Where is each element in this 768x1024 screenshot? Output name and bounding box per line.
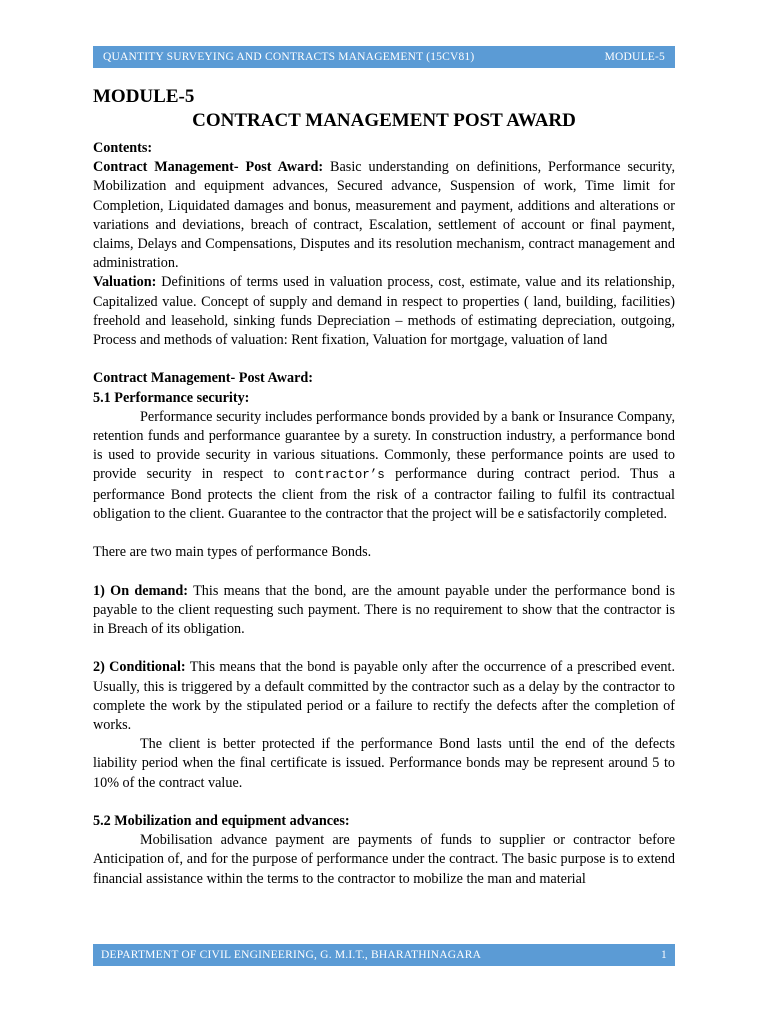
- spacer: [93, 562, 675, 581]
- page-header-band: [93, 46, 675, 68]
- s51-text-mono: contractor’s: [294, 468, 385, 483]
- section-5-2-paragraph: Mobilisation advance payment are payments of funds to supplier or contractor before Anticipation of, and for the purpose of performance under the contract. The basic purpose is to extend financial assistance within the terms to the contractor to mobilize the man and material: [93, 832, 675, 887]
- s51-text-b: performance during contract period. Thus a performance Bond protects the client from the risk of a contractor failing to fulfil its contractual obligation to the client. Guarantee to the contractor that the project will be e satisfactorily completed.: [93, 466, 675, 522]
- contents-contract-management: [93, 158, 675, 273]
- document-title: CONTRACT MANAGEMENT POST AWARD: [192, 110, 576, 131]
- conditional-label: 2) Conditional:: [93, 659, 186, 676]
- valuation-label: Valuation:: [93, 274, 157, 291]
- on-demand-paragraph: [93, 582, 675, 640]
- module-heading: MODULE-5: [93, 86, 195, 107]
- spacer: [93, 350, 675, 369]
- conditional-text: This means that the bond is payable only after the occurrence of a prescribed event. Usually, this is triggered by a default committed by the contractor such as a delay by the contractor to complete the work by the stipulated period or a failure to rectify the defects after the completion of works.: [93, 659, 675, 734]
- spacer: [93, 793, 675, 812]
- spacer: [93, 639, 675, 658]
- header-course-title: QUANTITY SURVEYING AND CONTRACTS MANAGEMENT (15CV81): [103, 51, 475, 63]
- section-5-2-heading: 5.2 Mobilization and equipment advances:: [93, 813, 350, 830]
- footer-department: DEPARTMENT OF CIVIL ENGINEERING, G. M.I.T., BHARATHINAGARA: [101, 949, 482, 961]
- contents-label: Contents:: [93, 140, 153, 156]
- s51-text-a: Performance security includes performance bonds provided by a bank or Insurance Company, retention funds and performance guarantee by a surety. In construction industry, a performance bond is used to provide security in various situations. Commonly, these performance points are used to provide security in respect to: [93, 408, 675, 483]
- footer-page-number: 1: [661, 949, 667, 961]
- section-5-1-heading: 5.1 Performance security:: [93, 389, 250, 406]
- section-heading: Contract Management- Post Award:: [93, 370, 313, 387]
- bond-types-intro: There are two main types of performance Bonds.: [93, 544, 372, 561]
- conditional-paragraph: [93, 658, 675, 735]
- on-demand-text: This means that the bond, are the amount payable under the performance bond is payable to the client requesting such payment. There is no requirement to show that the contractor is in Breach of its obligation.: [93, 582, 675, 638]
- valuation-text: Definitions of terms used in valuation process, cost, estimate, value and its relationship, Capitalized value. Concept of supply and demand in respect to properties ( land, building, facilities) freehold and leasehold, sinking funds Depreciation – methods of estimating depreciation, outgoing, Process and methods of valuation: Rent fixation, Valuation for mortgage, valuation of land: [93, 274, 675, 349]
- client-protection-paragraph: The client is better protected if the performance Bond lasts until the end of the defects liability period when the final certificate is issued. Performance bonds may be represent around 5 to 10% of the contract value.: [93, 736, 675, 791]
- document-body: [93, 85, 675, 889]
- on-demand-label: 1) On demand:: [93, 582, 189, 599]
- contents-valuation: [93, 273, 675, 350]
- cm-label: Contract Management- Post Award:: [93, 159, 324, 176]
- page-footer-band: [93, 944, 675, 966]
- header-module-label: MODULE-5: [604, 51, 665, 63]
- cm-text: Basic understanding on definitions, Performance security, Mobilization and equipment advances, Secured advance, Suspension of work, Time limit for Completion, Liquidated damages and bonus, measurement and payment, additions and alterations or variations and deviations, breach of contract, Escalation, settlement of account or final payment, claims, Delays and Compensations, Disputes and its resolution mechanism, contract management and administration.: [93, 159, 675, 272]
- spacer: [93, 524, 675, 543]
- section-5-1-paragraph: [93, 408, 675, 524]
